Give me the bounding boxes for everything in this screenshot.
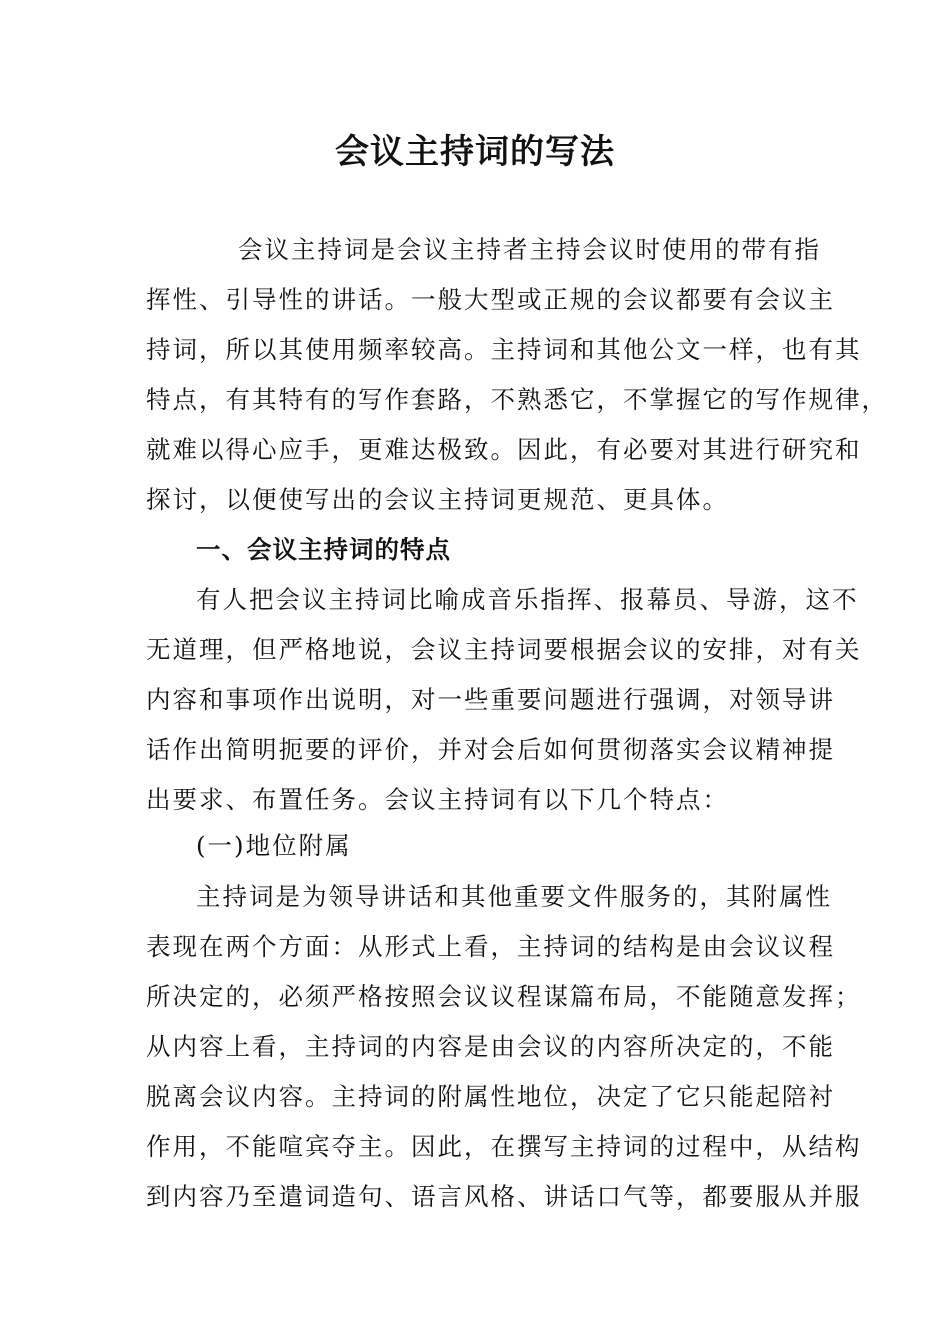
paragraph-line: 持词，所以其使用频率较高。主持词和其他公文一样，也有其 [146,335,862,364]
paragraph-line: 就难以得心应手，更难达极致。因此，有必要对其进行研究和 [146,435,862,464]
document-title: 会议主持词的写法 [335,132,615,172]
paragraph-line: 出要求、布置任务。会议主持词有以下几个特点： [146,785,729,814]
paragraph-line: 所决定的，必须严格按照会议议程谋篇布局，不能随意发挥； [146,982,862,1011]
subsection-heading: (一)地位附属 [196,831,352,860]
paragraph-line: 特点，有其特有的写作套路，不熟悉它，不掌握它的写作规律， [146,385,888,414]
paragraph-line: 会议主持词是会议主持者主持会议时使用的带有指 [238,235,821,264]
paragraph-line: 作用，不能喧宾夺主。因此，在撰写主持词的过程中，从结构 [146,1132,862,1161]
paragraph-line: 脱离会议内容。主持词的附属性地位，决定了它只能起陪衬 [146,1082,835,1111]
paragraph-line: 表现在两个方面：从形式上看，主持词的结构是由会议议程 [146,932,835,961]
paragraph-line: 到内容乃至遣词造句、语言风格、讲话口气等，都要服从并服 [146,1182,862,1211]
paragraph-line: 主持词是为领导讲话和其他重要文件服务的，其附属性 [196,882,832,911]
paragraph-line: 话作出简明扼要的评价，并对会后如何贯彻落实会议精神提 [146,735,835,764]
paragraph-line: 无道理，但严格地说，会议主持词要根据会议的安排，对有关 [146,635,862,664]
paragraph-line: 从内容上看，主持词的内容是由会议的内容所决定的，不能 [146,1032,835,1061]
paragraph-line: 探讨，以便使写出的会议主持词更规范、更具体。 [146,485,729,514]
section-heading: 一、会议主持词的特点 [196,535,451,564]
paragraph-line: 挥性、引导性的讲话。一般大型或正规的会议都要有会议主 [146,285,835,314]
paragraph-line: 内容和事项作出说明，对一些重要问题进行强调，对领导讲 [146,685,835,714]
paragraph-line: 有人把会议主持词比喻成音乐指挥、报幕员、导游，这不 [196,585,859,614]
